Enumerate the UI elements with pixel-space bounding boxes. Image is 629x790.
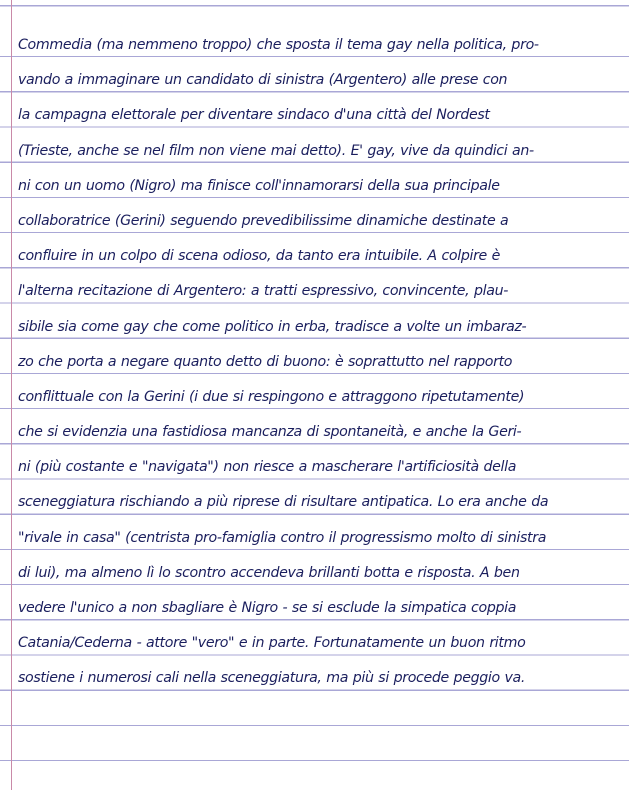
text-line: conflittuale con la Gerini (i due si respingono e attraggono ripetutamente) [18,388,525,405]
text-line: vedere l'unico a non sbagliare è Nigro - se si esclude la simpatica coppia [18,600,517,616]
text-line: l'alterna recitazione di Argentero: a tratti espressivo, convincente, plau- [18,283,508,300]
text-line: sceneggiatura rischiando a più riprese di risultare antipatica. Lo era anche da [18,494,549,511]
margin-line [11,0,12,790]
text-line: ni con un uomo (Nigro) ma finisce coll'innamorarsi della sua principale [18,177,500,194]
text-line: la campagna elettorale per diventare sindaco d'una città del Nordest [18,107,490,124]
text-line: (Trieste, anche se nel film non viene mai detto). E' gay, vive da quindici an- [18,142,534,159]
text-line: di lui), ma almeno lì lo scontro accendeva brillanti botta e risposta. A ben [18,564,520,581]
text-line: che si evidenzia una fastidiosa mancanza di spontaneità, e anche la Geri- [18,424,522,441]
text-line: confluire in un colpo di scena odioso, da tanto era intuibile. A colpire è [18,248,500,265]
text-line: sibile sia come gay che come politico in erba, tradisce a volte un imbaraz- [18,318,527,335]
text-line: ni (più costante e "navigata") non riesce a mascherare l'artificiosità della [18,459,517,476]
handwritten-text [18,28,620,697]
text-line: sostiene i numerosi cali nella sceneggiatura, ma più si procede peggio va. [18,670,526,687]
text-line: "rivale in casa" (centrista pro-famiglia contro il progressismo molto di sinistra [18,529,547,546]
text-line: vando a immaginare un candidato di sinistra (Argentero) alle prese con [18,72,508,89]
text-line: zo che porta a negare quanto detto di buono: è soprattutto nel rapporto [18,353,513,370]
text-line: Commedia (ma nemmeno troppo) che sposta il tema gay nella politica, pro- [18,37,539,53]
text-line: collaboratrice (Gerini) seguendo prevedibilissime dinamiche destinate a [18,212,509,229]
text-line: Catania/Cederna - attore "vero" e in parte. Fortunatamente un buon ritmo [18,635,526,652]
